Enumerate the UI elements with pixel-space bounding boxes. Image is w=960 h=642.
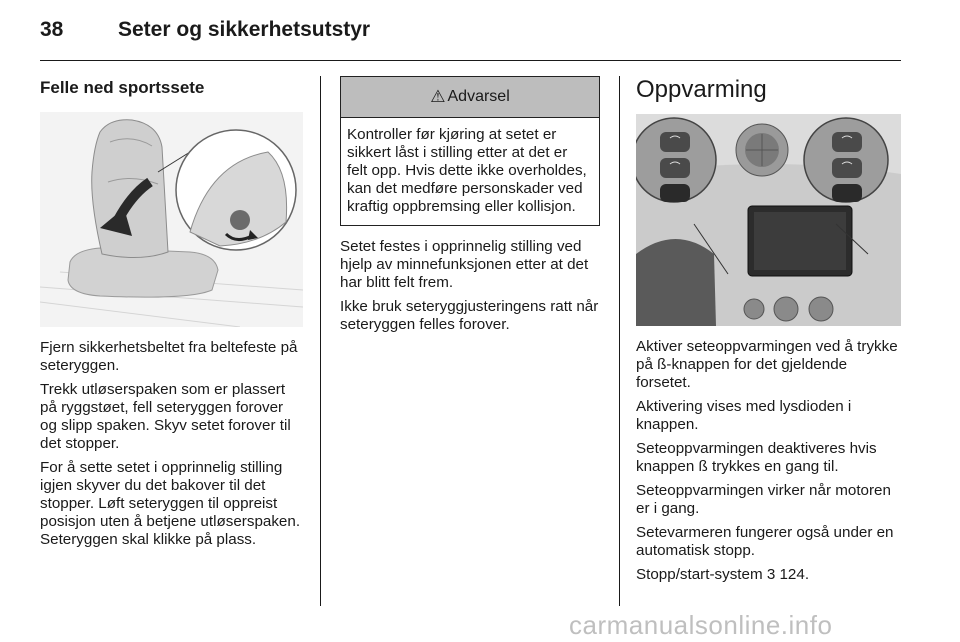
header-divider xyxy=(40,60,901,61)
paragraph: Seteoppvarmingen deaktiveres hvis knappen ß trykkes en gang til. xyxy=(636,440,877,475)
paragraph: Ikke bruk seteryggjusteringens ratt når seteryggen felles forover. xyxy=(340,298,599,333)
warning-title: Advarsel xyxy=(447,88,510,105)
paragraph: Fjern sikkerhetsbeltet fra beltefeste på seteryggen. xyxy=(40,339,298,374)
paragraph: Aktivering vises med lysdioden i knappen. xyxy=(636,398,852,433)
paragraph: Stopp/start-system 3 124. xyxy=(636,566,810,583)
paragraph: Seteoppvarmingen virker når motoren er i gang. xyxy=(636,482,891,517)
paragraph: For å sette setet i opprinnelig stilling igjen skyver du det bakover til det stopper. Løft seteryggen til oppreist posisjon uten å betjene utløserspaken. Seteryggen skal klikke på plass. xyxy=(40,459,301,548)
watermark: carmanualsonline.info xyxy=(569,610,833,640)
paragraph: Setevarmeren fungerer også under en automatisk stopp. xyxy=(636,524,894,559)
warning-text: Kontroller før kjøring at setet er sikkert låst i stilling etter at det er felt opp. Hvis dette ikke overholdes, kan det medføre personskader ved kraftig oppbremsing eller kollisjon. xyxy=(347,126,587,215)
page-number: 38 xyxy=(40,18,64,41)
dashboard-heating-illustration xyxy=(636,114,901,326)
column-middle xyxy=(340,76,602,340)
warning-box xyxy=(340,76,600,226)
seat-fold-illustration xyxy=(40,112,303,327)
column-right xyxy=(636,76,901,590)
paragraph: Trekk utløserspaken som er plassert på ryggstøet, fell seteryggen forover og slipp spaken. Skyv setet forover til det stopper. xyxy=(40,381,291,452)
column-divider xyxy=(619,76,620,606)
column-left xyxy=(40,76,303,555)
chapter-title: Seter og sikkerhetsutstyr xyxy=(118,18,371,41)
paragraph: Setet festes i opprinnelig stilling ved hjelp av minnefunksjonen etter at det har blitt felt frem. xyxy=(340,238,589,291)
paragraph: Aktiver seteoppvarmingen ved å trykke på ß-knappen for det gjeldende forsetet. xyxy=(636,338,898,391)
page-header xyxy=(40,18,920,48)
section-heading-fold-seat: Felle ned sportssete xyxy=(40,78,205,97)
warning-header xyxy=(341,77,599,118)
section-heading-heating: Oppvarming xyxy=(636,76,767,103)
column-divider xyxy=(320,76,321,606)
warning-triangle-icon: ⚠ xyxy=(430,87,446,106)
